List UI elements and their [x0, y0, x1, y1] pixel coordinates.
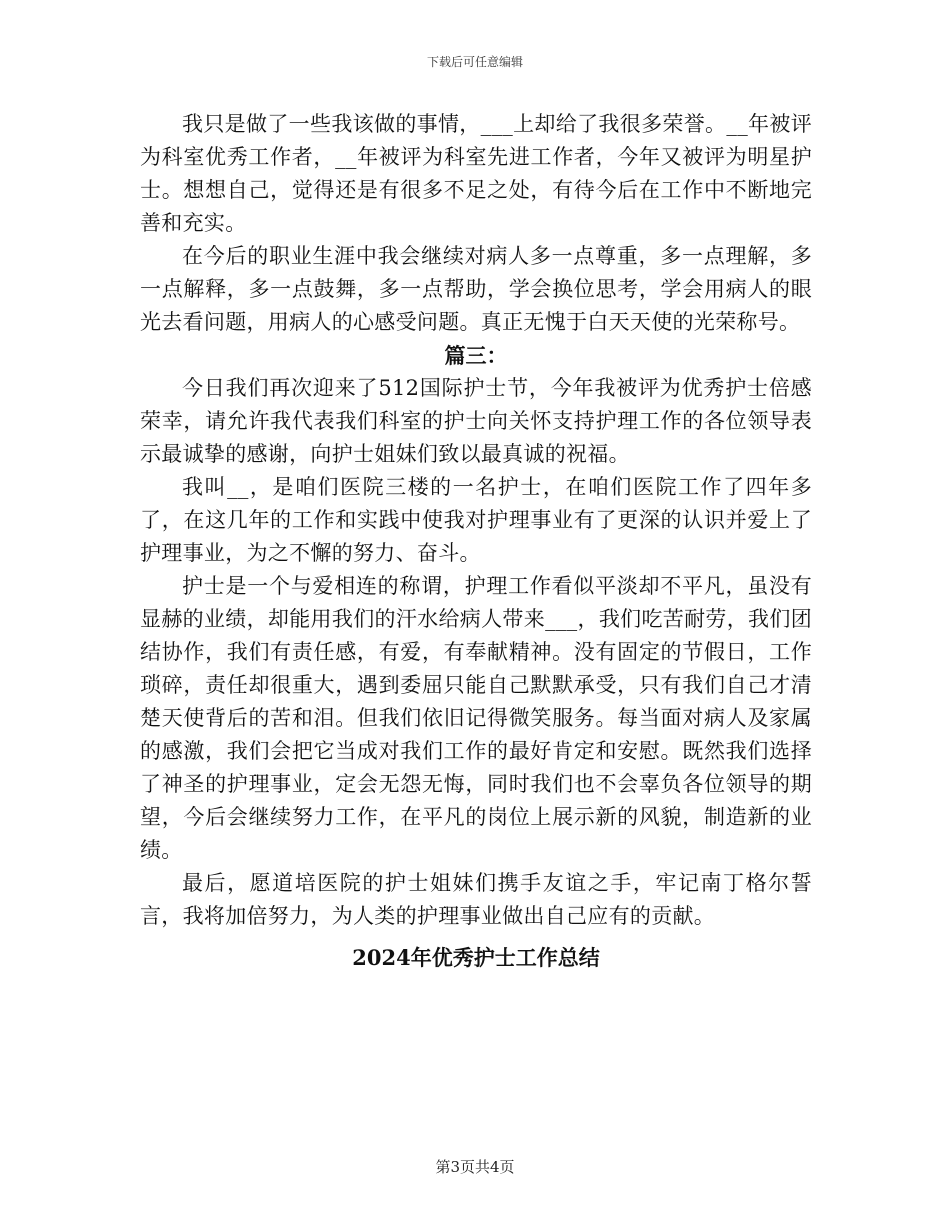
- page-header: 下载后可任意编辑: [426, 55, 523, 69]
- paragraph: 我只是做了一些我该做的事情，___上却给了我很多荣誉。__年被评为科室优秀工作者，__年被评为科室先进工作者，今年又被评为明星护士。想想自己，觉得还是有很多不足之处，有待今后在工作中不断地完善和充实。: [140, 112, 812, 235]
- section-heading: 篇三：: [444, 343, 508, 368]
- paragraph: 最后，愿道培医院的护士姐妹们携手友谊之手，牢记南丁格尔誓言，我将加倍努力，为人类的护理事业做出自己应有的贡献。: [140, 871, 812, 928]
- paragraph: 在今后的职业生涯中我会继续对病人多一点尊重，多一点理解，多一点解释，多一点鼓舞，多一点帮助，学会换位思考，学会用病人的眼光去看问题，用病人的心感受问题。真正无愧于白天天使的光荣称号。: [140, 244, 812, 334]
- document-body: [140, 108, 812, 974]
- paragraph: 护士是一个与爱相连的称谓，护理工作看似平淡却不平凡，虽没有显赫的业绩，却能用我们的汗水给病人带来___，我们吃苦耐劳，我们团结协作，我们有责任感，有爱，有奉献精神。没有固定的节假日，工作琐碎，责任却很重大，遇到委屈只能自己默默承受，只有我们自己才清楚天使背后的苦和泪。但我们依旧记得微笑服务。每当面对病人及家属的感激，我们会把它当成对我们工作的最好肯定和安慰。既然我们选择了神圣的护理事业，定会无怨无悔，同时我们也不会辜负各位领导的期望，今后会继续努力工作，在平凡的岗位上展示新的风貌，制造新的业绩。: [140, 574, 812, 862]
- page-footer: 第3页共4页: [435, 1158, 515, 1176]
- paragraph: 今日我们再次迎来了512国际护士节，今年我被评为优秀护士倍感荣幸，请允许我代表我们科室的护士向关怀支持护理工作的各位领导表示最诚挚的感谢，向护士姐妹们致以最真诚的祝福。: [140, 376, 812, 466]
- document-title: 2024年优秀护士工作总结: [352, 945, 600, 970]
- paragraph: 我叫__，是咱们医院三楼的一名护士，在咱们医院工作了四年多了，在这几年的工作和实践中使我对护理事业有了更深的认识并爱上了护理事业，为之不懈的努力、奋斗。: [140, 475, 812, 565]
